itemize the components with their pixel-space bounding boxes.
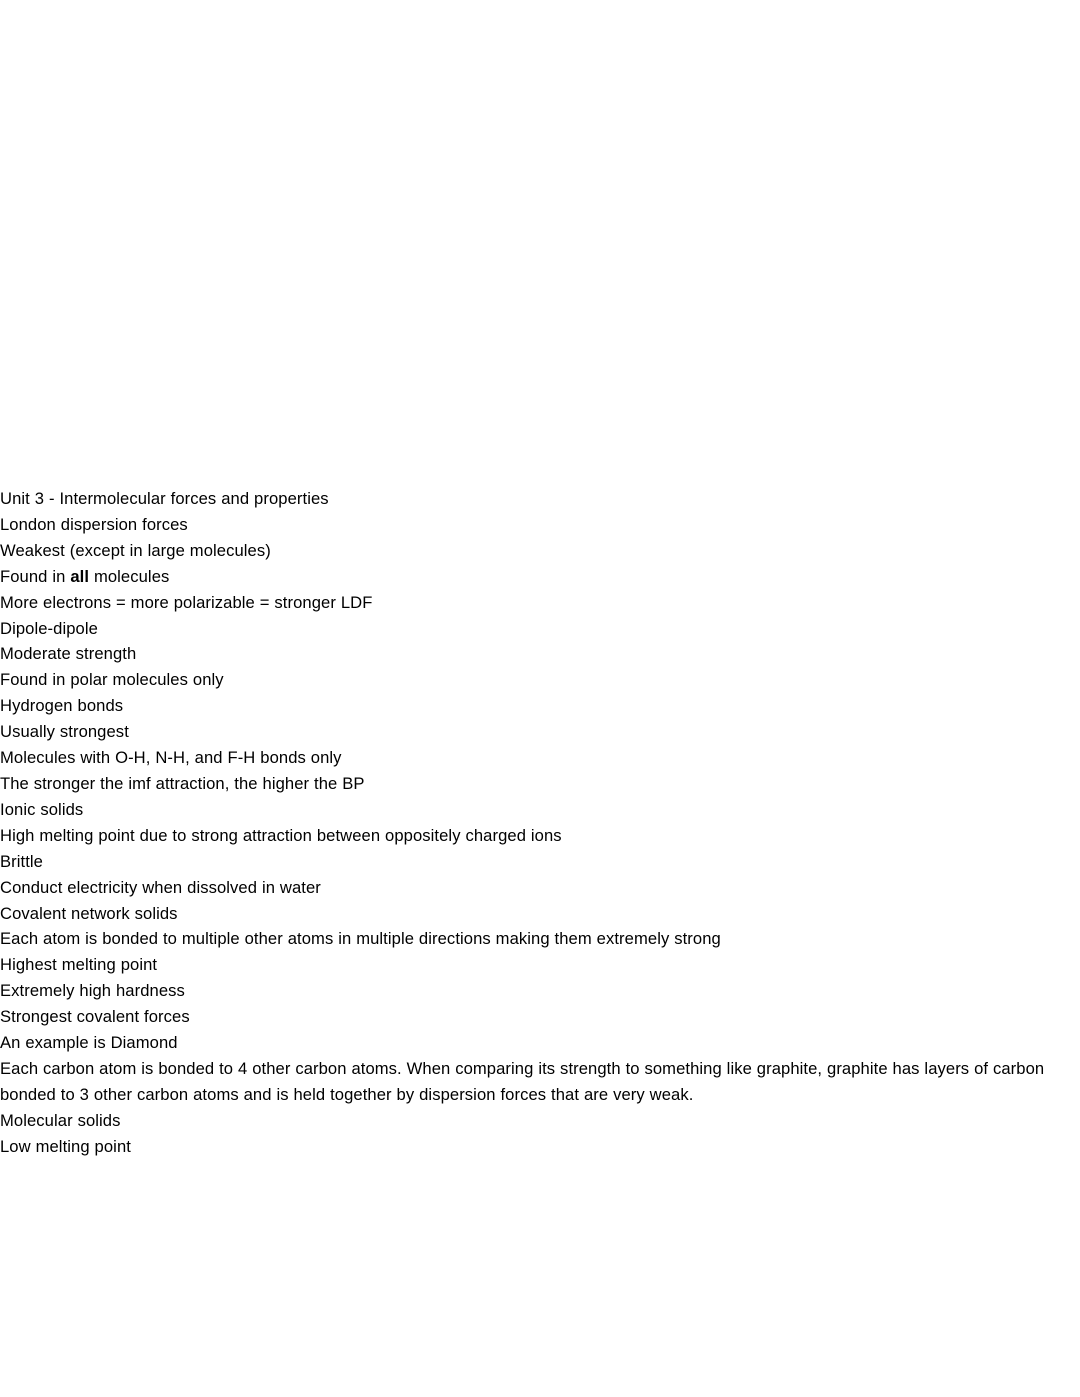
- outline-item-hydrogen-bonds[interactable]: [0, 693, 1080, 771]
- outline-item-label: Highest melting point: [0, 955, 158, 975]
- outline-level3-list: [0, 538, 1080, 616]
- outline-item-weakest[interactable]: [0, 538, 1080, 564]
- outline-item-label: An example is Diamond: [0, 1033, 178, 1053]
- outline-item-found-in-polar-molecules[interactable]: [0, 667, 1080, 693]
- outline-item-label: Strongest covalent forces: [0, 1007, 190, 1027]
- outline-item-label: Brittle: [0, 851, 43, 871]
- outline-item-extremely-high-hardness[interactable]: [0, 978, 1080, 1004]
- outline-item-more-electrons[interactable]: [0, 590, 1080, 616]
- bold-emphasis-all: all: [70, 566, 90, 586]
- outline-item-label: Usually strongest: [0, 722, 129, 742]
- outline-item-highest-melting-point[interactable]: [0, 952, 1080, 978]
- outline-item-label: Each carbon atom is bonded to 4 other carbon atoms. When comparing its strength to something like graphite, graphite has layers of carbon bonded to 3 other carbon atoms and is held together by dispersion forces that are very weak.: [0, 1058, 1045, 1104]
- outline-item-label: Moderate strength: [0, 644, 137, 664]
- outline-item-usually-strongest[interactable]: [0, 719, 1080, 745]
- outline-item-label: Dipole-dipole: [0, 618, 98, 638]
- outline-item-high-melting-point[interactable]: [0, 823, 1080, 849]
- outline-item-label: Conduct electricity when dissolved in water: [0, 877, 321, 897]
- outline-item-label: High melting point due to strong attraction between oppositely charged ions: [0, 825, 562, 845]
- outline-level3-list: [0, 1134, 1080, 1160]
- outline-level3-list: [0, 926, 1080, 1107]
- outline-item-label: London dispersion forces: [0, 514, 188, 534]
- outline-item-conduct-electricity[interactable]: [0, 875, 1080, 901]
- outline-item-each-atom-bonded[interactable]: [0, 926, 1080, 952]
- outline-item-label: Covalent network solids: [0, 903, 178, 923]
- outline-item-label: Hydrogen bonds: [0, 696, 124, 716]
- outline-item-unit3[interactable]: [0, 486, 1080, 1160]
- outline-item-strongest-covalent-forces[interactable]: [0, 1004, 1080, 1030]
- outline-level3-list: [0, 823, 1080, 901]
- outline-item-label: [0, 564, 1080, 590]
- outline-item-diamond-graphite-explanation[interactable]: [0, 1056, 1080, 1108]
- outline-item-label: The stronger the imf attraction, the higher the BP: [0, 773, 365, 793]
- outline-item-stronger-imf-higher-bp[interactable]: [0, 771, 1080, 797]
- outline-level4-list: [0, 1056, 1080, 1108]
- outline-level2-list: [0, 512, 1080, 1160]
- outline-root: [0, 486, 1080, 1160]
- outline-item-found-in-all-molecules[interactable]: [0, 564, 1080, 590]
- outline-level3-list: [0, 719, 1080, 771]
- text-after-bold: molecules: [89, 566, 170, 586]
- outline-item-brittle[interactable]: [0, 849, 1080, 875]
- outline-item-label: Extremely high hardness: [0, 981, 185, 1001]
- outline-item-low-melting-point[interactable]: [0, 1134, 1080, 1160]
- outline-item-moderate-strength[interactable]: [0, 641, 1080, 667]
- outline-item-label: Ionic solids: [0, 799, 84, 819]
- outline-item-example-diamond[interactable]: [0, 1030, 1080, 1108]
- text-before-bold: Found in: [0, 566, 71, 586]
- outline-item-label: Unit 3 - Intermolecular forces and properties: [0, 489, 329, 508]
- outline-level3-list: [0, 641, 1080, 693]
- outline-item-molecular-solids[interactable]: [0, 1108, 1080, 1160]
- outline-item-label: Low melting point: [0, 1136, 131, 1156]
- outline-item-label: Found in polar molecules only: [0, 670, 224, 690]
- outline-item-dipole-dipole[interactable]: [0, 616, 1080, 694]
- outline-item-label: Molecules with O-H, N-H, and F-H bonds only: [0, 748, 342, 768]
- outline-item-london-dispersion-forces[interactable]: [0, 512, 1080, 616]
- outline-item-covalent-network-solids[interactable]: [0, 901, 1080, 1108]
- outline-item-label: Weakest (except in large molecules): [0, 540, 271, 560]
- outline-item-oh-nh-fh-bonds[interactable]: [0, 745, 1080, 771]
- outline-item-label: Molecular solids: [0, 1110, 121, 1130]
- outline-item-ionic-solids[interactable]: [0, 797, 1080, 901]
- outline-item-label: Each atom is bonded to multiple other atoms in multiple directions making them extremely strong: [0, 929, 721, 949]
- outline-item-label: More electrons = more polarizable = stronger LDF: [0, 592, 373, 612]
